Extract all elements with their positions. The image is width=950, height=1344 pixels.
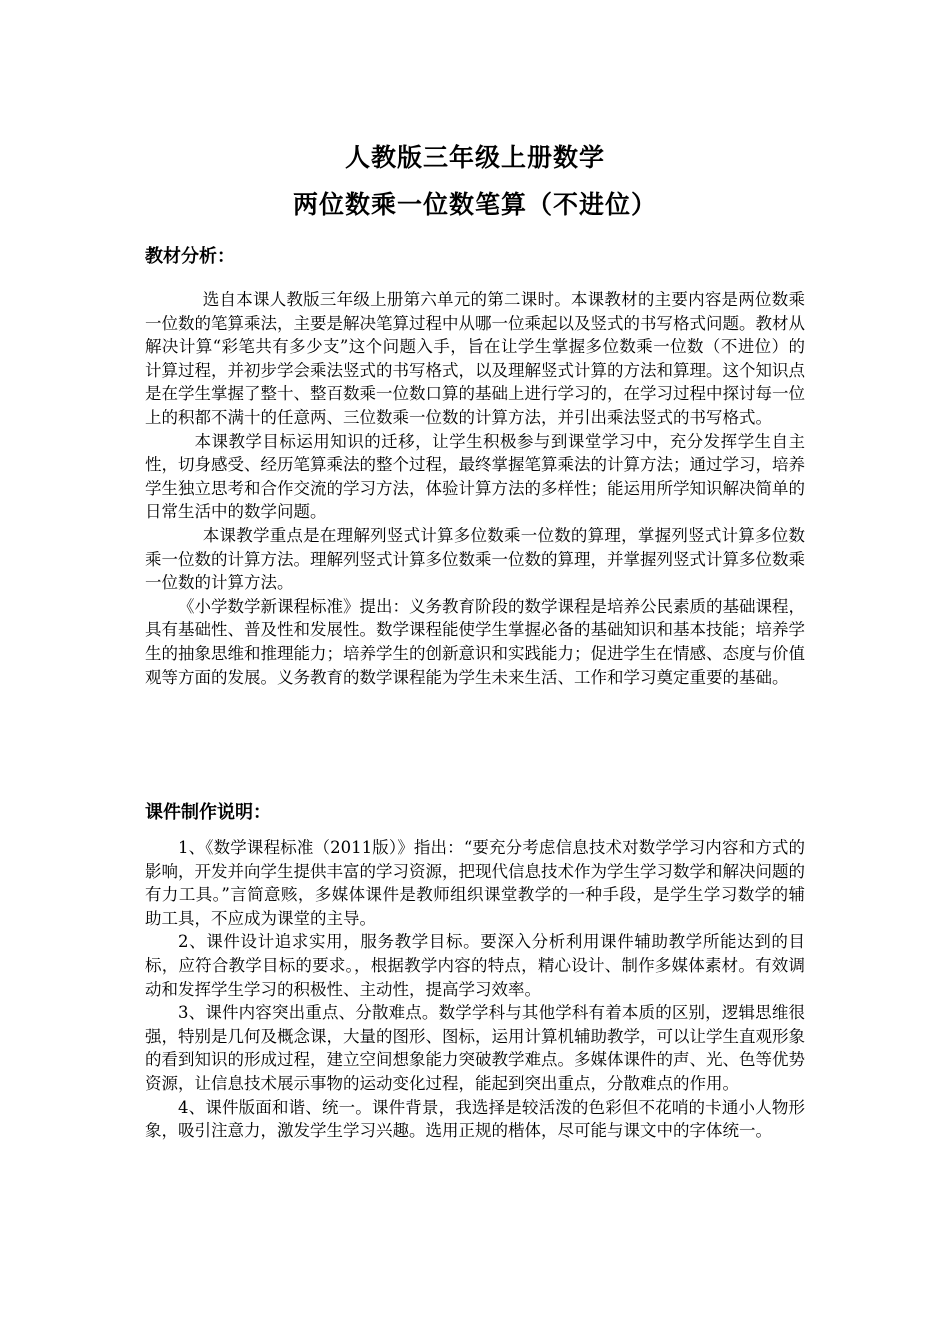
paragraph: 本课教学目标运用知识的迁移，让学生积极参与到课堂学习中，充分发挥学生自主性，切身感受、经历笔算乘法的整个过程，最终掌握笔算乘法的计算方法；通过学习，培养学生独立思考和合作交流的学习方法，体验计算方法的多样性；能运用所学知识解决简单的日常生活中的数学问题。: [145, 431, 805, 522]
section-body-analysis: [145, 288, 805, 689]
document-subtitle: 两位数乘一位数笔算（不进位）: [292, 190, 657, 219]
section-heading-courseware: 课件制作说明：: [145, 802, 271, 823]
paragraph: 3、课件内容突出重点、分散难点。数学学科与其他学科有着本质的区别，逻辑思维很强，特别是几何及概念课，大量的图形、图标，运用计算机辅助教学，可以让学生直观形象的看到知识的形成过程，建立空间想象能力突破教学难点。多媒体课件的声、光、色等优势资源，让信息技术展示事物的运动变化过程，能起到突出重点，分散难点的作用。: [145, 1003, 805, 1093]
paragraph: 《小学数学新课程标准》提出：义务教育阶段的数学课程是培养公民素质的基础课程，具有基础性、普及性和发展性。数学课程能使学生掌握必备的基础知识和基本技能；培养学生的抽象思维和推理能力；培养学生的创新意识和实践能力；促进学生在情感、态度与价值观等方面的发展。义务教育的数学课程能为学生未来生活、工作和学习奠定重要的基础。: [145, 596, 805, 687]
paragraph: 选自本课人教版三年级上册第六单元的第二课时。本课教材的主要内容是两位数乘一位数的笔算乘法，主要是解决笔算过程中从哪一位乘起以及竖式的书写格式问题。教材从解决计算“彩笔共有多少支”这个问题入手，旨在让学生掌握多位数乘一位数（不进位）的计算过程，并初步学会乘法竖式的书写格式，以及理解竖式计算的方法和算理。这个知识点是在学生掌握了整十、整百数乘一位数口算的基础上进行学习的，在学习过程中探讨每一位上的积都不满十的任意两、三位数乘一位数的计算方法，并引出乘法竖式的书写格式。: [145, 290, 805, 427]
paragraph: 1、《数学课程标准（2011版）》指出：“要充分考虑信息技术对数学学习内容和方式的影响，开发并向学生提供丰富的学习资源，把现代信息技术作为学生学习数学和解决问题的有力工具。”言简意赅，多媒体课件是教师组织课堂教学的一种手段，是学生学习数学的辅助工具，不应成为课堂的主导。: [145, 838, 805, 928]
section-heading-analysis: 教材分析：: [145, 246, 235, 267]
paragraph: 本课教学重点是在理解列竖式计算多位数乘一位数的算理，掌握列竖式计算多位数乘一位数的计算方法。理解列竖式计算多位数乘一位数的算理，并掌握列竖式计算多位数乘一位数的计算方法。: [145, 525, 805, 593]
paragraph: 4、课件版面和谐、统一。课件背景，我选择是较活泼的色彩但不花哨的卡通小人物形象，吸引注意力，激发学生学习兴趣。选用正规的楷体，尽可能与课文中的字体统一。: [145, 1097, 805, 1141]
paragraph: 2、课件设计追求实用，服务教学目标。要深入分析利用课件辅助教学所能达到的目标，应符合教学目标的要求。，根据教学内容的特点，精心设计、制作多媒体素材。有效调动和发挥学生学习的积极性、主动性，提高学习效率。: [145, 932, 805, 999]
section-body-courseware: [145, 836, 805, 1143]
document-title: 人教版三年级上册数学: [344, 143, 605, 172]
